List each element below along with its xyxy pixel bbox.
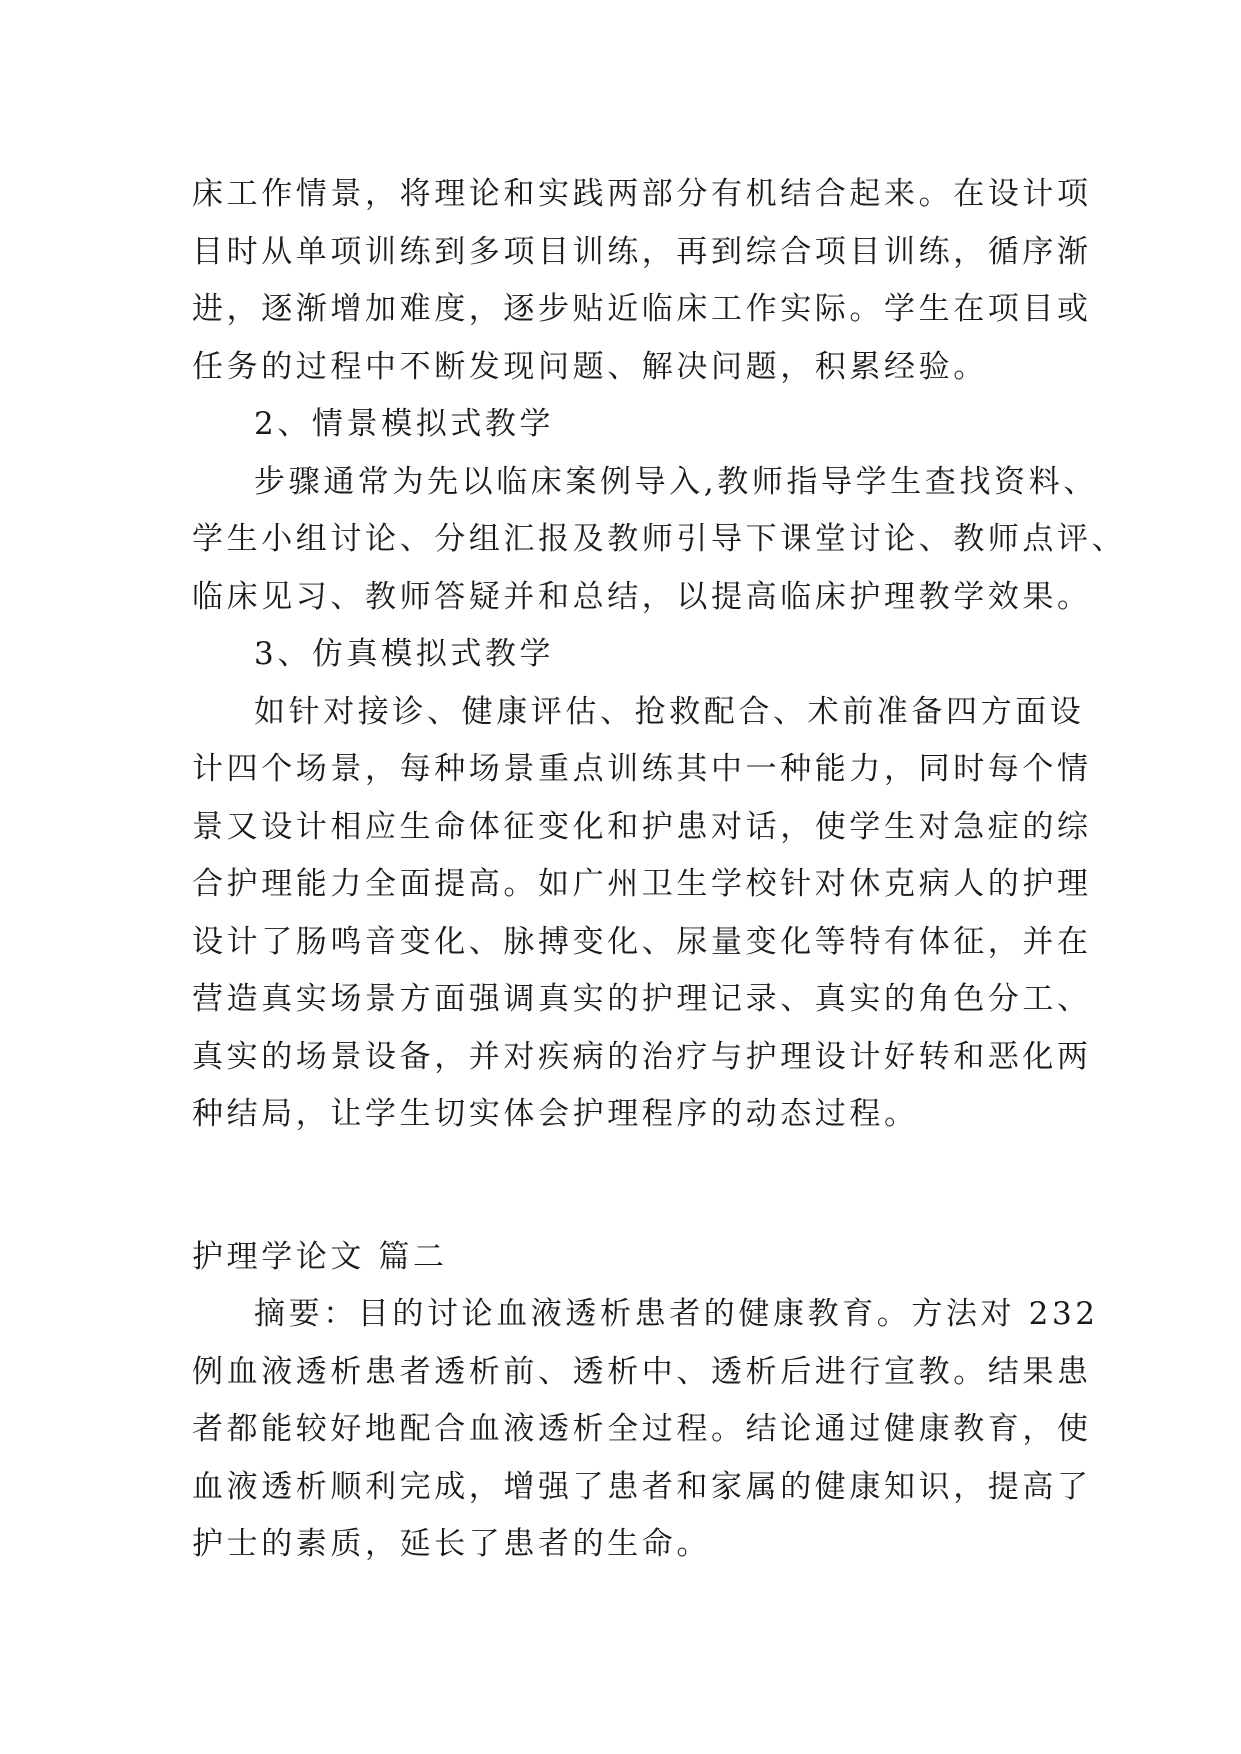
text-line: 计四个场景，每种场景重点训练其中一种能力，同时每个情 — [192, 751, 1092, 787]
text-line: 例血液透析患者透析前、透析中、透析后进行宣教。结果患 — [192, 1353, 1092, 1390]
text-line: 摘要：目的讨论血液透析患者的健康教育。方法对 232 — [254, 1296, 1099, 1332]
section-gap — [192, 1144, 1072, 1229]
text-line: 临床见习、教师答疑并和总结，以提高临床护理教学效果。 — [192, 578, 1092, 615]
text-line: 营造真实场景方面强调真实的护理记录、真实的角色分工、 — [192, 981, 1092, 1017]
section-title: 护理学论文 篇二 — [192, 1238, 448, 1275]
text-line: 步骤通常为先以临床案例导入,教师指导学生查找资料、 — [254, 463, 1098, 500]
text-line: 目时从单项训练到多项目训练，再到综合项目训练，循序渐 — [192, 233, 1092, 270]
text-line: 设计了肠鸣音变化、脉搏变化、尿量变化等特有体征，并在 — [192, 923, 1092, 960]
text-line: 进，逐渐增加难度，逐步贴近临床工作实际。学生在项目或 — [192, 291, 1092, 327]
text-line: 任务的过程中不断发现问题、解决问题，积累经验。 — [192, 348, 988, 385]
text-line: 真实的场景设备，并对疾病的治疗与护理设计好转和恶化两 — [192, 1038, 1092, 1075]
text-line: 如针对接诊、健康评估、抢救配合、术前准备四方面设 — [254, 693, 1085, 730]
text-line: 床工作情景，将理论和实践两部分有机结合起来。在设计项 — [192, 176, 1092, 212]
text-line: 学生小组讨论、分组汇报及教师引导下课堂讨论、教师点评、 — [192, 521, 1127, 557]
text-line: 种结局，让学生切实体会护理程序的动态过程。 — [192, 1096, 919, 1132]
text-line: 合护理能力全面提高。如广州卫生学校针对休克病人的护理 — [192, 866, 1092, 902]
text-line: 血液透析顺利完成，增强了患者和家属的健康知识，提高了 — [192, 1468, 1092, 1505]
text-line: 者都能较好地配合血液透析全过程。结论通过健康教育，使 — [192, 1411, 1092, 1447]
document-page — [192, 166, 1127, 1574]
text-line: 景又设计相应生命体征变化和护患对话，使学生对急症的综 — [192, 808, 1092, 845]
subheading-3: 3、仿真模拟式教学 — [254, 636, 555, 672]
text-line: 护士的素质，延长了患者的生命。 — [192, 1526, 711, 1562]
subheading-2: 2、情景模拟式教学 — [254, 406, 555, 442]
